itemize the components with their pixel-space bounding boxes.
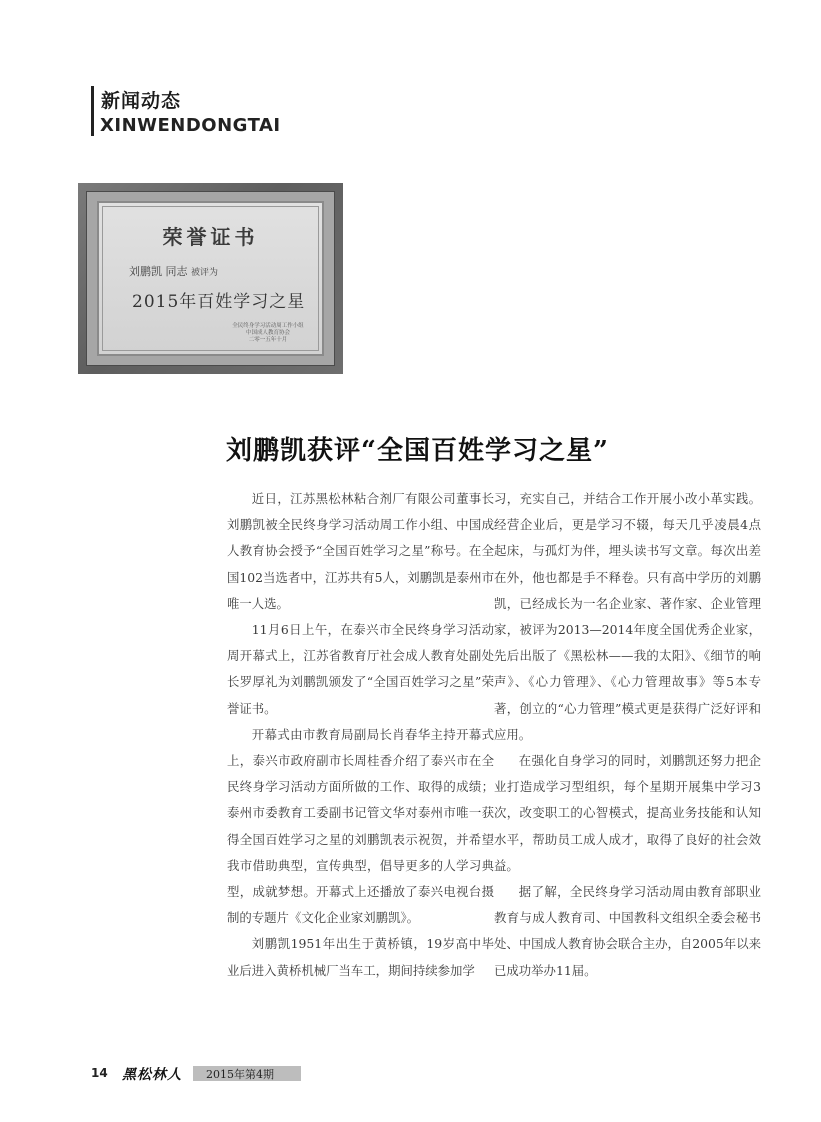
article-column-left xyxy=(227,486,494,984)
article-paragraph: 刘鹏凯1951年出生于黄桥镇，19岁高中毕业后进入黄桥机械厂当车工，期间持续参加学 xyxy=(227,936,494,978)
article-column-right xyxy=(494,486,761,984)
section-subtitle: XINWENDONGTAI xyxy=(100,115,281,136)
certificate xyxy=(97,201,324,356)
certificate-photo xyxy=(78,183,343,374)
magazine-logo: 黑松林人 xyxy=(122,1067,182,1083)
certificate-title: 荣誉证书 xyxy=(162,225,259,249)
issue-label: 2015年第4期 xyxy=(206,1068,274,1081)
certificate-name-text: 刘鹏凯 同志 xyxy=(129,265,188,278)
article-paragraph: 据了解，全民终身学习活动周由教育部职业教育与成人教育司、中国教科文组织全委会秘书处、中国成人教育协会联合主办，自2005年以来已成功举办11届。 xyxy=(494,884,761,978)
page-number: 14 xyxy=(91,1066,108,1080)
article-headline: 刘鹏凯获评“全国百姓学习之星” xyxy=(226,436,609,466)
section-bar xyxy=(91,86,94,136)
certificate-frame xyxy=(86,191,335,366)
article-paragraph: 在强化自身学习的同时，刘鹏凯还努力把企业打造成学习型组织，每个星期开展集中学习3次，改变职工的心智模式，提高业务技能和认知水平，帮助员工成人成才，取得了良好的社会效益。 xyxy=(494,753,761,873)
certificate-issuer-date: 二零一五年十月 xyxy=(248,337,288,343)
section-title: 新闻动态 xyxy=(101,90,182,112)
certificate-issuer-2: 中国成人教育协会 xyxy=(245,330,290,336)
certificate-name xyxy=(129,263,218,279)
certificate-award: 2015年百姓学习之星 xyxy=(132,292,306,312)
article-paragraph: 近日，江苏黑松林粘合剂厂有限公司董事长刘鹏凯被全民终身学习活动周工作小组、中国成人教育协会授予“全国百姓学习之星”称号。在全国102当选者中，江苏共有5人，刘鹏凯是泰州市唯一人选。 xyxy=(227,491,494,611)
certificate-issuer xyxy=(232,323,304,344)
certificate-issuer-1: 全民终身学习活动周工作小组 xyxy=(232,323,304,329)
article-paragraph: 11月6日上午，在泰兴市全民终身学习活动周开幕式上，江苏省教育厅社会成人教育处副处长罗厚礼为刘鹏凯颁发了“全国百姓学习之星”荣誉证书。 xyxy=(227,622,494,716)
article-paragraph: 开幕式由市教育局副局长肖春华主持开幕式上，泰兴市政府副市长周桂香介绍了泰兴市在全民终身学习活动方面所做的工作、取得的成绩；泰州市委教育工委副书记管文华对泰州市唯一获得全国百姓学习之星的刘鹏凯表示祝贺，并希望我市借助典型，宣传典型，倡导更多的人学习典型，成就梦想。开幕式上还播放了泰兴电视台摄制的专题片《文化企业家刘鹏凯》。 xyxy=(227,726,494,926)
article-paragraph-continued: 习，充实自己，并结合工作开展小改小革实践。经营企业后，更是学习不辍，每天几乎凌晨4点起床，与孤灯为伴，埋头读书写文章。每次出差在外，他也都是手不释卷。只有高中学历的刘鹏凯，已经成长为一名企业家、著作家、企业管理家，被评为2013—2014年度全国优秀企业家，先后出版了《黑松林——我的太阳》、《细节的响声》、《心力管理》、《心力管理故事》等5本专著，创立的“心力管理”模式更是获得广泛好评和应用。 xyxy=(494,491,761,742)
certificate-name-suffix: 被评为 xyxy=(191,268,219,278)
